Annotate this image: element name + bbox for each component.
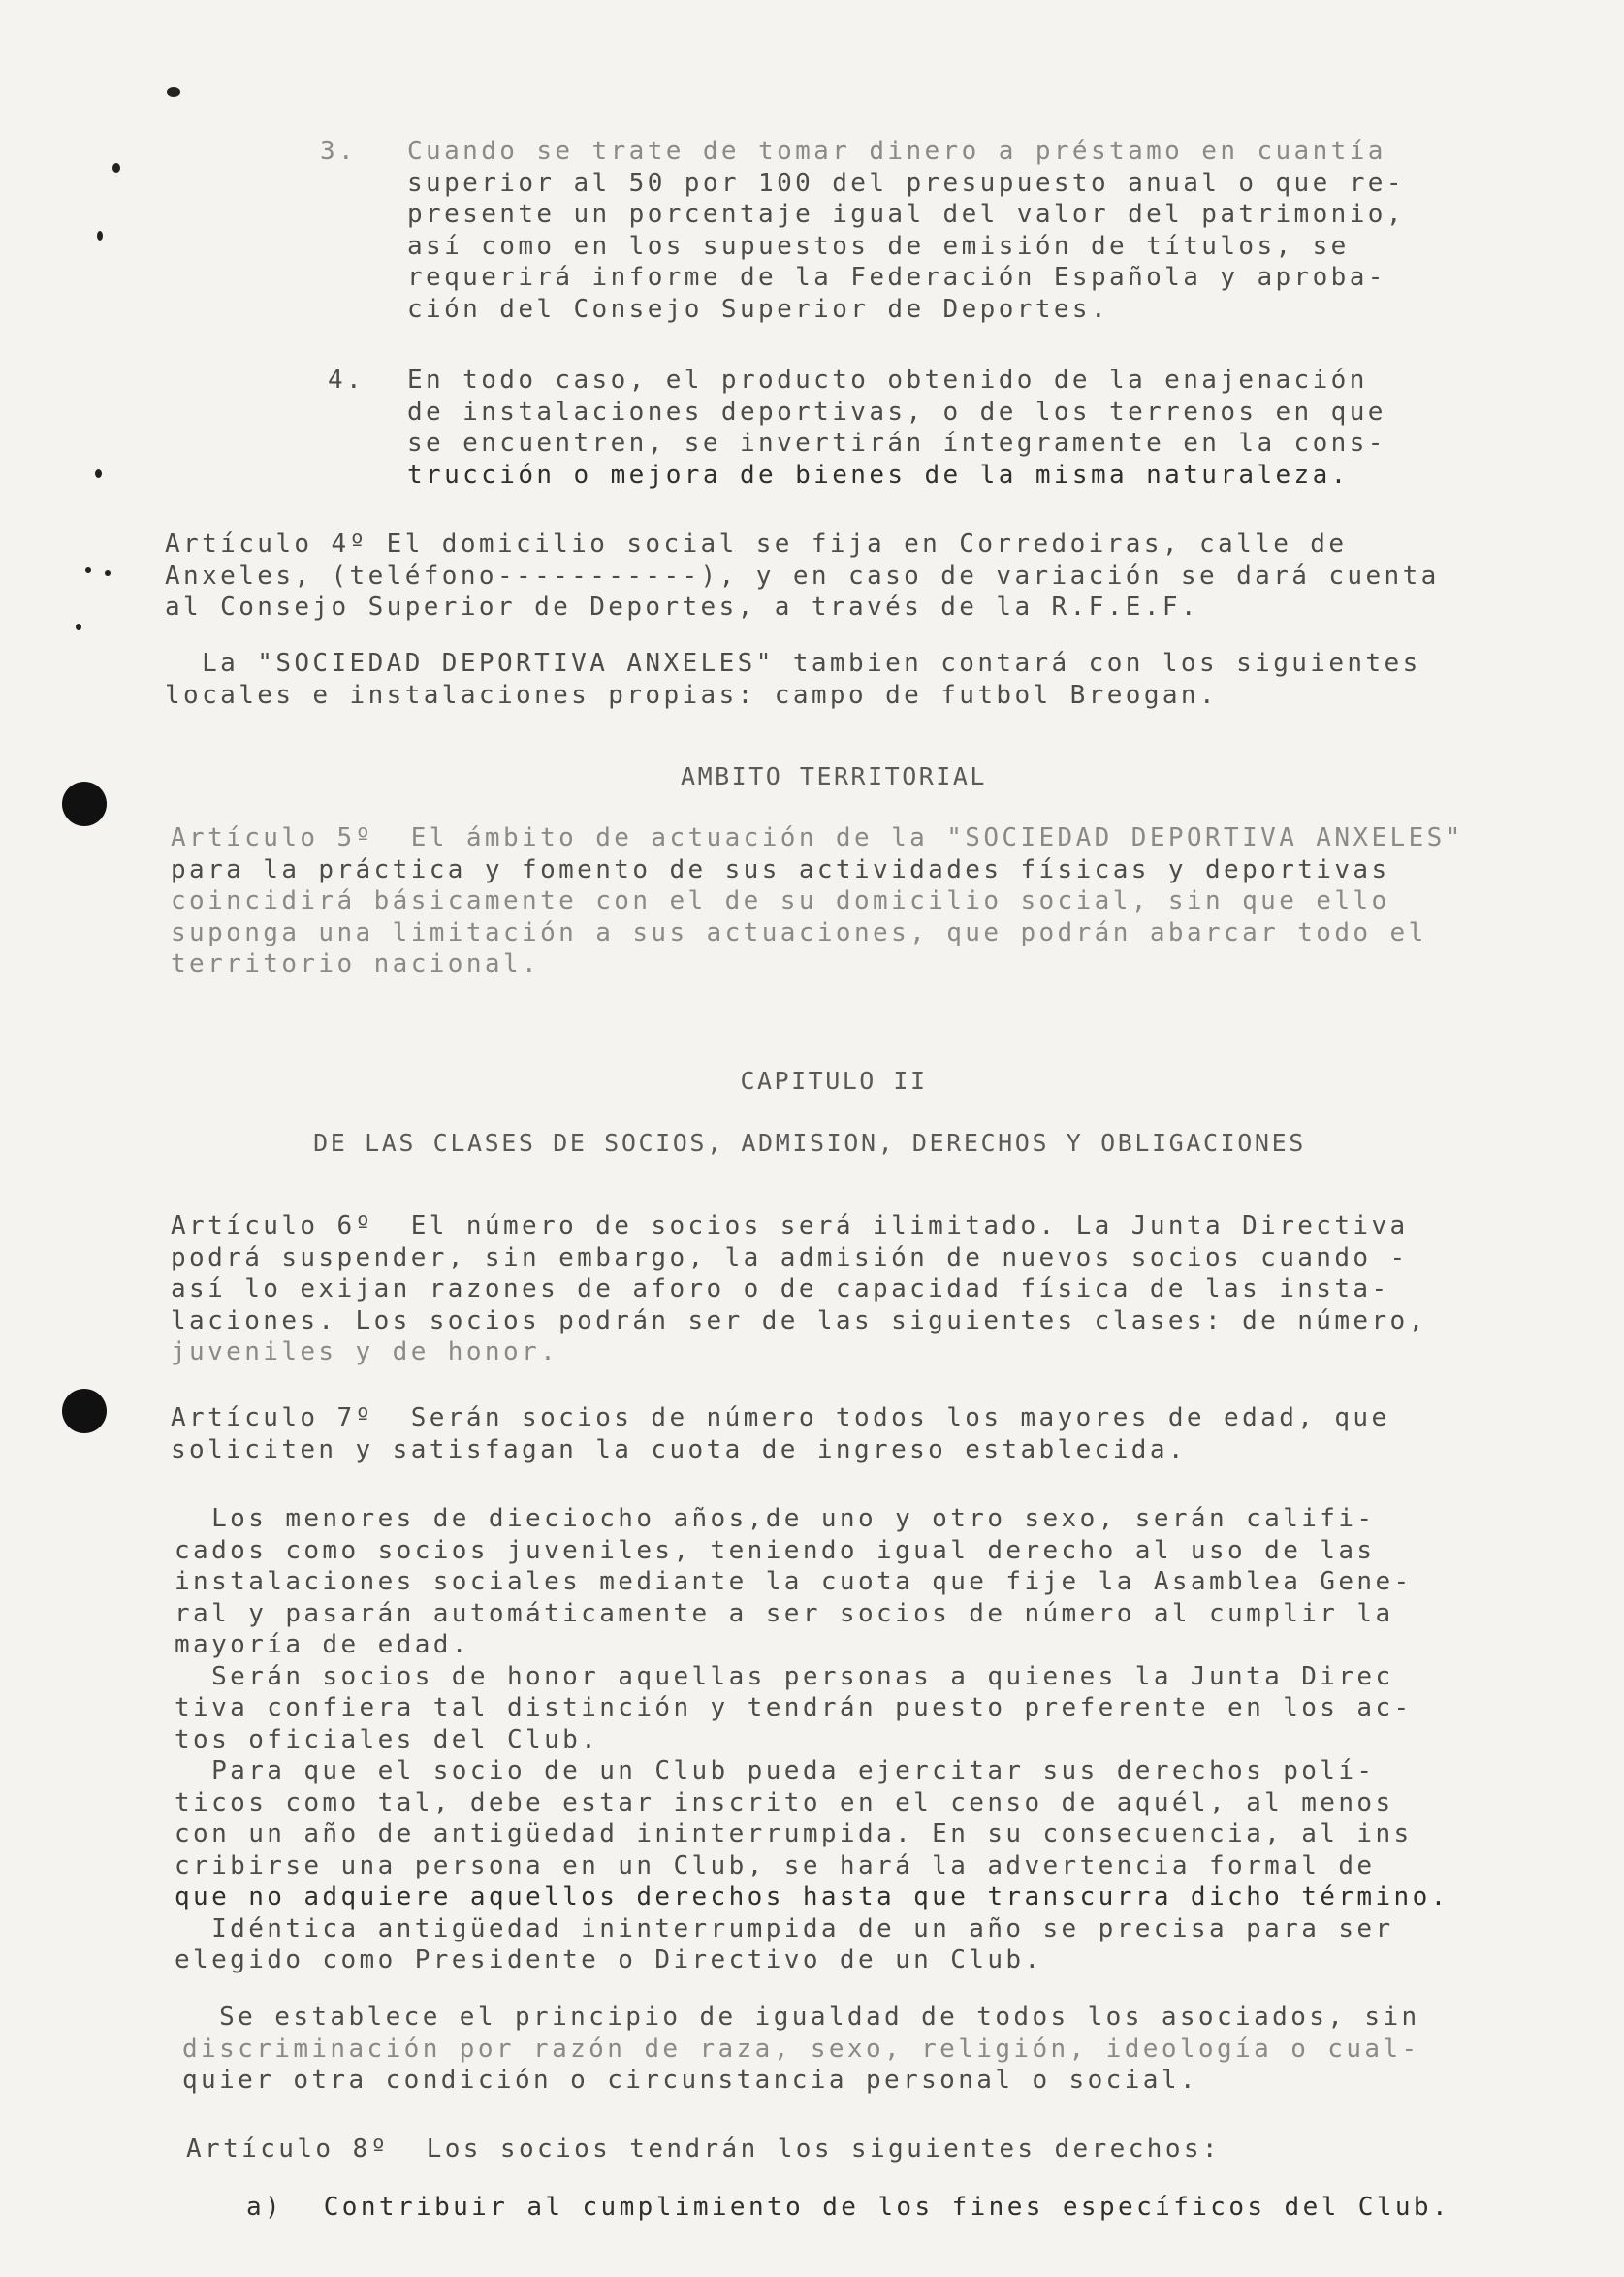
text-line: juveniles y de honor.: [171, 1337, 559, 1366]
article-6: [171, 1210, 1427, 1368]
text-line: elegido como Presidente o Directivo de un Club.: [175, 1945, 1043, 1974]
text-line: presente un porcentaje igual del valor del patrimonio,: [407, 200, 1405, 229]
article-7: [171, 1402, 1390, 1465]
text-line: de instalaciones deportivas, o de los terrenos en que: [407, 397, 1386, 427]
list-letter: a): [246, 2193, 284, 2222]
text-line: discriminación por razón de raza, sexo, religión, ideología o cual-: [182, 2034, 1420, 2064]
locales-paragraph: [165, 648, 1421, 711]
text-line: Para que el socio de un Club pueda ejercitar sus derechos polí-: [175, 1756, 1376, 1785]
chapter-heading: CAPITULO II: [740, 1067, 928, 1095]
ink-speck: [85, 567, 91, 573]
text-line: En todo caso, el producto obtenido de la enajenación: [407, 366, 1368, 395]
ink-speck: [167, 87, 180, 97]
text-line: ral y pasarán automáticamente a ser socios de número al cumplir la: [175, 1598, 1394, 1628]
ink-speck: [95, 469, 102, 478]
punch-hole-top: [62, 782, 107, 826]
text-line: territorio nacional.: [171, 949, 541, 978]
text-line: con un año de antigüedad ininterrumpida. En su consecuencia, al ins: [175, 1819, 1413, 1848]
paragraph-number: 4.: [328, 366, 366, 395]
text-line: requerirá informe de la Federación Española y aproba-: [407, 263, 1386, 292]
text-line: al Consejo Superior de Deportes, a través de la R.F.E.F.: [165, 593, 1199, 622]
punch-hole-bottom: [62, 1389, 107, 1433]
text-line: La "SOCIEDAD DEPORTIVA ANXELES" tambien contará con los siguientes: [165, 649, 1421, 678]
article-5: [171, 822, 1464, 980]
igualdad-paragraph: [182, 2002, 1420, 2097]
text-line: coincidirá básicamente con el de su domicilio social, sin que ello: [171, 886, 1390, 915]
text-line: mayoría de edad.: [175, 1630, 470, 1659]
text-line: superior al 50 por 100 del presupuesto anual o que re-: [407, 168, 1405, 198]
text-line: soliciten y satisfagan la cuota de ingreso establecida.: [171, 1434, 1187, 1464]
text-line: instalaciones sociales mediante la cuota que fije la Asamblea Gene-: [175, 1567, 1413, 1596]
text-line: Se establece el principio de igualdad de todos los asociados, sin: [182, 2003, 1420, 2032]
text-line: Cuando se trate de tomar dinero a préstamo en cuantía: [407, 137, 1386, 166]
text-line: locales e instalaciones propias: campo de futbol Breogan.: [165, 680, 1219, 710]
text-line: así lo exijan razones de aforo o de capacidad física de las insta-: [171, 1274, 1390, 1303]
text-line: cados como socios juveniles, teniendo igual derecho al uso de las: [175, 1535, 1376, 1565]
text-line: se encuentren, se invertirán íntegramente en la cons-: [407, 429, 1386, 458]
text-line: ción del Consejo Superior de Deportes.: [407, 294, 1110, 324]
article-4: [165, 529, 1440, 624]
text-line: así como en los supuestos de emisión de títulos, se: [407, 231, 1350, 261]
section-heading-ambito: AMBITO TERRITORIAL: [681, 762, 987, 790]
text-line: Artículo 7º Serán socios de número todos los mayores de edad, que: [171, 1403, 1390, 1432]
text-line: Serán socios de honor aquellas personas a quienes la Junta Direc: [175, 1661, 1394, 1691]
text-line: suponga una limitación a sus actuaciones, que podrán abarcar todo el: [171, 917, 1427, 947]
article-8: [186, 2133, 1221, 2165]
chapter-subheading: DE LAS CLASES DE SOCIOS, ADMISION, DERECHOS Y OBLIGACIONES: [313, 1129, 1306, 1157]
text-line: Los menores de dieciocho años,de uno y otro sexo, serán califi-: [175, 1504, 1376, 1533]
list-item-a: [246, 2192, 1450, 2224]
ink-speck: [76, 624, 81, 630]
text-line: laciones. Los socios podrán ser de las siguientes clases: de número,: [171, 1305, 1427, 1335]
text-line: Artículo 6º El número de socios será ilimitado. La Junta Directiva: [171, 1211, 1409, 1240]
text-line: Idéntica antigüedad ininterrumpida de un año se precisa para ser: [175, 1913, 1394, 1943]
text-line: cribirse una persona en un Club, se hará la advertencia formal de: [175, 1850, 1376, 1880]
text-line: Anxeles, (teléfono-----------), y en caso de variación se dará cuenta: [165, 561, 1440, 591]
text-line: podrá suspender, sin embargo, la admisión de nuevos socios cuando -: [171, 1242, 1409, 1272]
socios-paragraphs: [175, 1503, 1449, 1976]
text-line: trucción o mejora de bienes de la misma naturaleza.: [407, 460, 1350, 490]
ink-speck: [97, 231, 103, 241]
text-line: ticos como tal, debe estar inscrito en el censo de aquél, al menos: [175, 1787, 1394, 1817]
text-line: que no adquiere aquellos derechos hasta que transcurra dicho término.: [175, 1882, 1449, 1911]
list-text: Contribuir al cumplimiento de los fines específicos del Club.: [323, 2193, 1451, 2222]
text-line: Artículo 8º Los socios tendrán los siguientes derechos:: [186, 2134, 1221, 2164]
ink-speck: [105, 570, 111, 576]
text-line: quier otra condición o circunstancia personal o social.: [182, 2066, 1198, 2095]
text-line: tos oficiales del Club.: [175, 1724, 600, 1754]
text-line: para la práctica y fomento de sus actividades físicas y deportivas: [171, 854, 1390, 884]
paragraph-number: 3.: [320, 137, 358, 166]
ink-speck: [112, 163, 120, 173]
text-line: Artículo 4º El domicilio social se fija en Corredoiras, calle de: [165, 529, 1348, 559]
text-line: Artículo 5º El ámbito de actuación de la "SOCIEDAD DEPORTIVA ANXELES": [171, 823, 1464, 852]
text-line: tiva confiera tal distinción y tendrán puesto preferente en los ac-: [175, 1693, 1413, 1722]
